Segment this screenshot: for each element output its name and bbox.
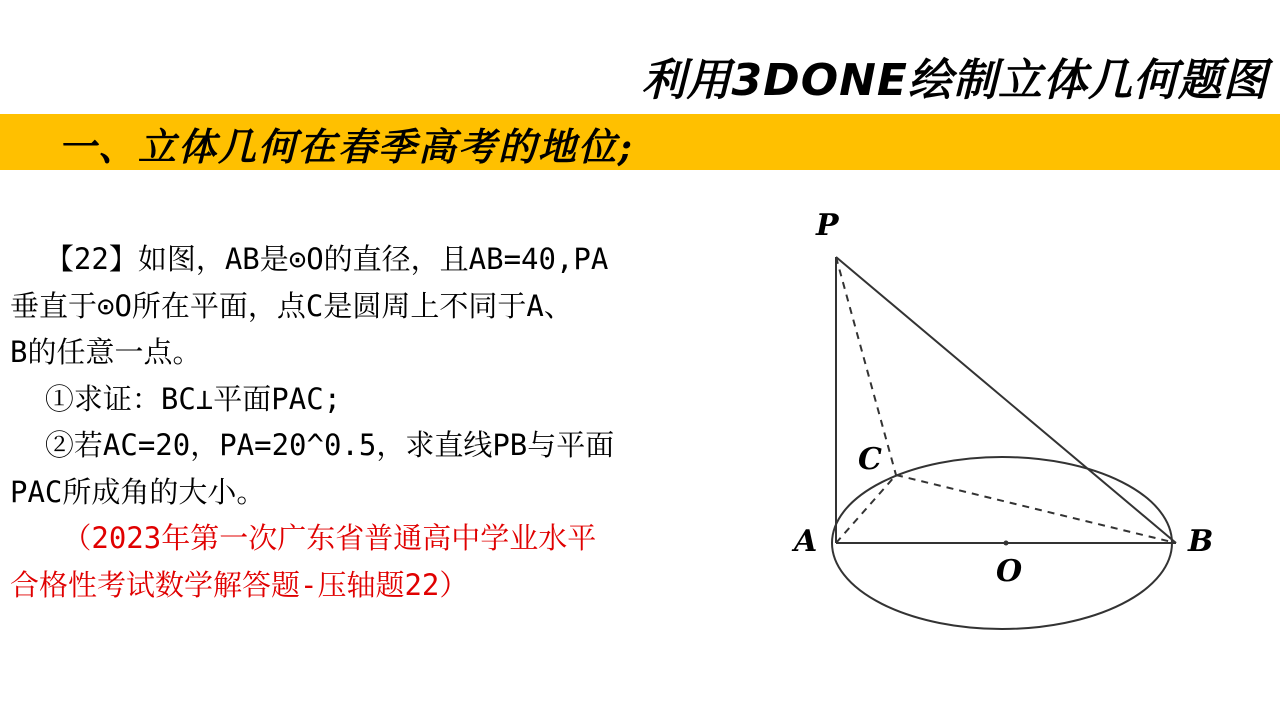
problem-source-line: （2023年第一次广东省普通高中学业水平: [10, 521, 597, 555]
slide-title: 利用3DONE绘制立体几何题图: [641, 55, 1268, 106]
problem-source-line: 合格性考试数学解答题-压轴题22）: [10, 567, 469, 602]
section-heading: 一、立体几何在春季高考的地位;: [58, 124, 635, 169]
geometry-figure: [780, 195, 1240, 645]
problem-line: PAC所成角的大小。: [10, 474, 266, 509]
label-B: B: [1188, 524, 1214, 559]
problem-line: ①求证：BC⊥平面PAC;: [10, 381, 342, 416]
label-O: O: [996, 554, 1023, 589]
label-A: A: [794, 524, 818, 559]
label-C: C: [858, 442, 882, 477]
problem-line: B的任意一点。: [10, 335, 202, 369]
segment-PB: [836, 257, 1176, 543]
problem-line: 【22】如图，AB是⊙O的直径，且AB=40,PA: [10, 242, 609, 276]
segment-BC: [896, 475, 1176, 543]
problem-line: ②若AC=20，PA=20^0.5，求直线PB与平面: [10, 428, 615, 462]
problem-line: 垂直于⊙O所在平面，点C是圆周上不同于A、: [10, 288, 573, 323]
problem-text: [10, 236, 770, 608]
label-P: P: [816, 208, 839, 243]
center-point-O: [1004, 541, 1009, 546]
